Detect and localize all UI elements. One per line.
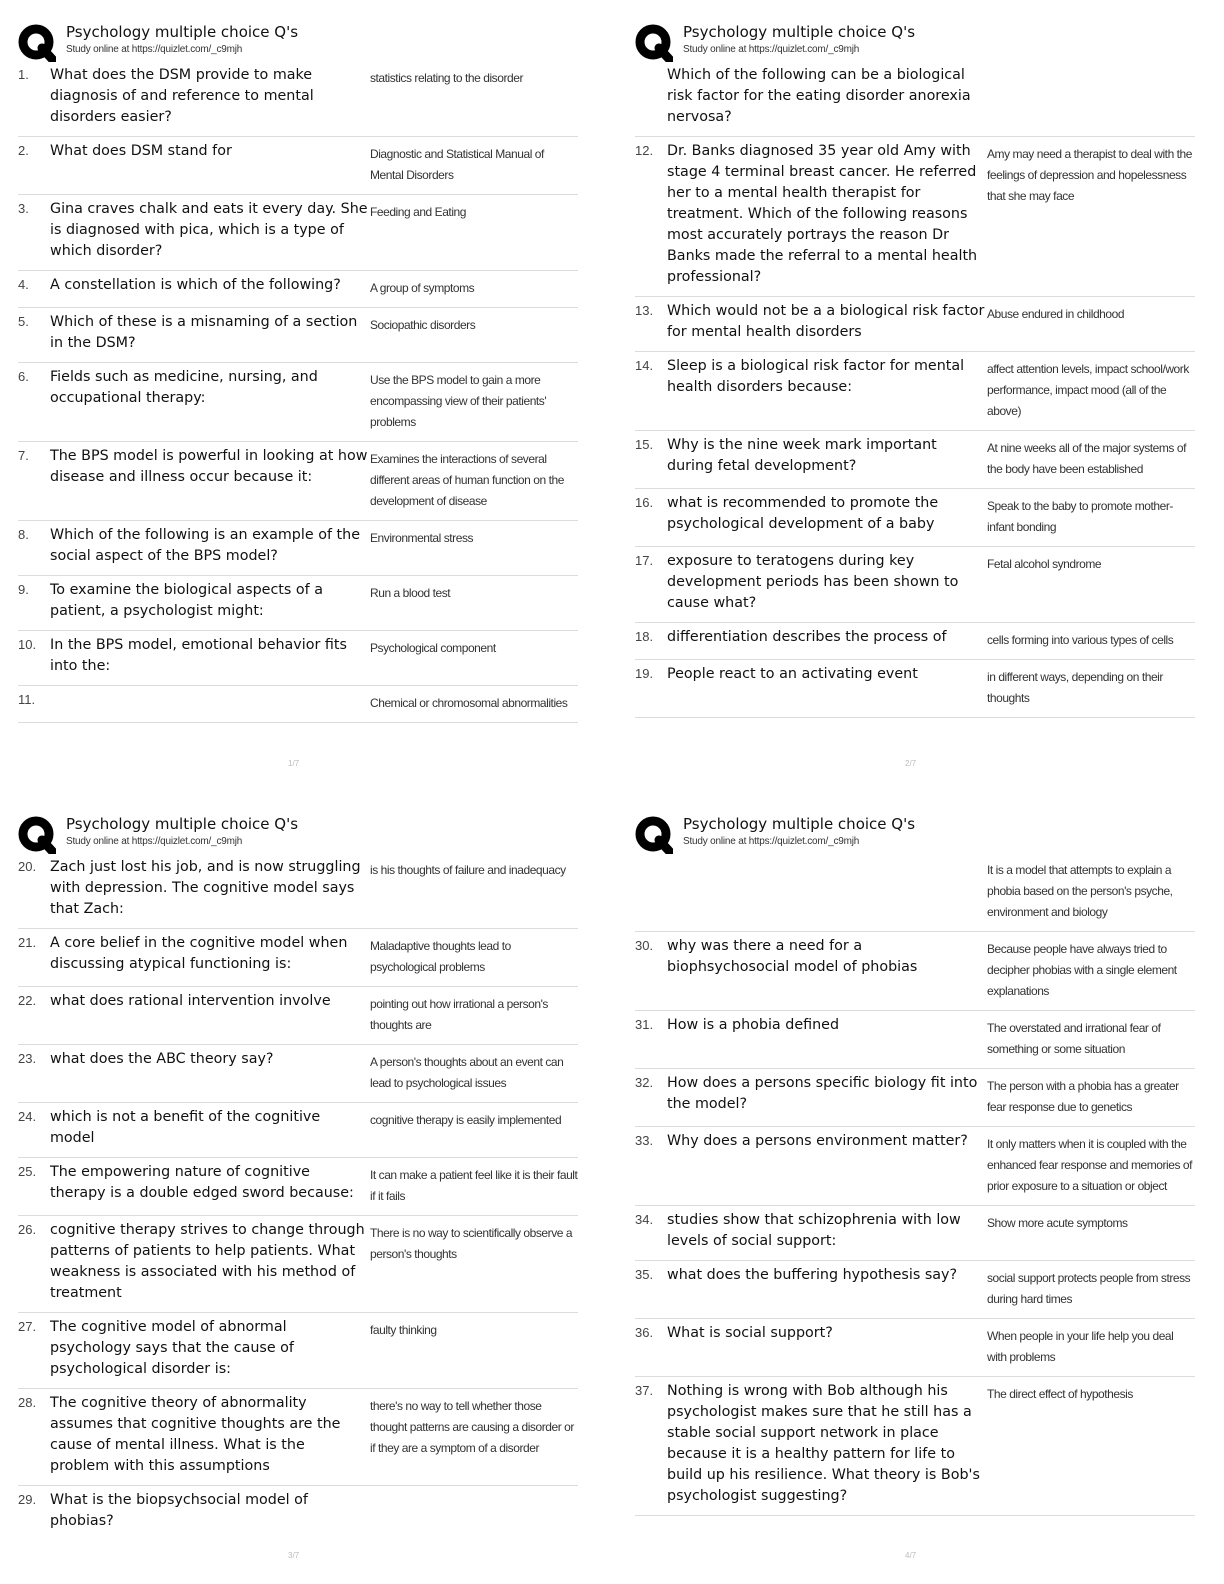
- card-number: 1.: [18, 67, 29, 82]
- card-row: [18, 521, 578, 576]
- card-number: 14.: [635, 358, 654, 373]
- card-answer: there's no way to tell whether those thought patterns are causing a disorder or if they are a symptom of a disorder: [370, 1399, 574, 1455]
- card-question: The empowering nature of cognitive therapy is a double edged sword because:: [50, 1164, 354, 1201]
- card-number: 19.: [635, 666, 654, 681]
- page-title: Psychology multiple choice Q's: [66, 815, 299, 833]
- page-header: [18, 22, 578, 62]
- card-row: [18, 1389, 578, 1486]
- card-row: [18, 271, 578, 308]
- page-number: 3/7: [288, 1551, 300, 1560]
- card-list: [18, 61, 578, 723]
- card-question: Gina craves chalk and eats it every day. She is diagnosed with pica, which is a type of which disorder?: [50, 201, 368, 259]
- card-answer: Feeding and Eating: [370, 205, 466, 219]
- page-number: 2/7: [905, 759, 917, 768]
- card-number: 7.: [18, 448, 29, 463]
- card-row: [635, 623, 1195, 660]
- card-answer: Because people have always tried to decipher phobias with a single element explanations: [987, 942, 1177, 998]
- card-row: [18, 1045, 578, 1103]
- card-question: differentiation describes the process of: [667, 629, 947, 645]
- card-row: [635, 1127, 1195, 1206]
- card-answer: When people in your life help you deal with problems: [987, 1329, 1174, 1364]
- card-answer: Sociopathic disorders: [370, 318, 476, 332]
- card-question: what does rational intervention involve: [50, 993, 331, 1009]
- card-number: 29.: [18, 1492, 37, 1507]
- card-question: What does the DSM provide to make diagnosis of and reference to mental disorders easier?: [50, 67, 314, 125]
- card-row: [635, 1319, 1195, 1377]
- card-answer: Diagnostic and Statistical Manual of Mental Disorders: [370, 147, 544, 182]
- card-number: 23.: [18, 1051, 37, 1066]
- card-question: [50, 690, 368, 714]
- card-question: In the BPS model, emotional behavior fits into the:: [50, 637, 347, 674]
- card-number: 32.: [635, 1075, 654, 1090]
- card-number: 8.: [18, 527, 29, 542]
- page-header: [18, 814, 578, 854]
- card-answer: At nine weeks all of the major systems of the body have been established: [987, 441, 1186, 476]
- page-4: [635, 792, 1211, 1564]
- study-online-link[interactable]: Study online at https://quizlet.com/_c9mjh: [683, 44, 860, 55]
- page-header: [635, 814, 1195, 854]
- card-question: Why is the nine week mark important during fetal development?: [667, 437, 937, 474]
- card-row: [635, 489, 1195, 547]
- card-question: Fields such as medicine, nursing, and occupational therapy:: [50, 369, 318, 406]
- card-number: 25.: [18, 1164, 37, 1179]
- card-answer: A person's thoughts about an event can lead to psychological issues: [370, 1055, 564, 1090]
- card-row: [635, 1011, 1195, 1069]
- card-row: [18, 1216, 578, 1313]
- study-online-link[interactable]: Study online at https://quizlet.com/_c9mjh: [683, 836, 860, 847]
- card-answer: The direct effect of hypothesis: [987, 1387, 1133, 1401]
- card-answer: It is a model that attempts to explain a phobia based on the person's psyche, environment and biology: [987, 863, 1173, 919]
- card-question: Nothing is wrong with Bob although his psychologist makes sure that he still has a stable social support network in place because it is a healthy pattern for life to build up his resilience. What theory is Bob's psychologist suggesting?: [667, 1383, 980, 1504]
- card-row: [635, 932, 1195, 1011]
- card-answer: A group of symptoms: [370, 281, 475, 295]
- quizlet-logo-icon: [635, 24, 673, 62]
- card-question: Sleep is a biological risk factor for mental health disorders because:: [667, 358, 965, 395]
- card-question: Which would not be a a biological risk factor for mental health disorders: [667, 303, 985, 340]
- card-row: [18, 442, 578, 521]
- card-answer: Amy may need a therapist to deal with the feelings of depression and hopelessness that she may face: [987, 147, 1193, 203]
- card-number: 36.: [635, 1325, 654, 1340]
- card-answer: [985, 65, 1195, 128]
- page-title: Psychology multiple choice Q's: [683, 23, 916, 41]
- card-question: Dr. Banks diagnosed 35 year old Amy with stage 4 terminal breast cancer. He referred her to a mental health therapist for treatment. Which of the following reasons most accurately portrays the reason Dr Banks made the referral to a mental health professional?: [667, 143, 978, 285]
- card-row: [18, 1486, 578, 1540]
- card-question: What does DSM stand for: [50, 143, 232, 159]
- card-answer: cells forming into various types of cells: [987, 633, 1174, 647]
- card-row: [635, 1377, 1195, 1516]
- page-number: 4/7: [905, 1551, 917, 1560]
- card-number: 37.: [635, 1383, 654, 1398]
- quizlet-logo-icon: [635, 816, 673, 854]
- card-row: [18, 363, 578, 442]
- card-row: [18, 987, 578, 1045]
- card-row: [635, 431, 1195, 489]
- card-number: 35.: [635, 1267, 654, 1282]
- card-question: what does the ABC theory say?: [50, 1051, 274, 1067]
- card-question: The cognitive model of abnormal psychology says that the cause of psychological disorder is:: [50, 1319, 294, 1377]
- study-online-link[interactable]: Study online at https://quizlet.com/_c9mjh: [66, 836, 243, 847]
- card-answer: Chemical or chromosomal abnormalities: [370, 696, 568, 710]
- card-answer: There is no way to scientifically observe a person's thoughts: [370, 1226, 573, 1261]
- card-question: A core belief in the cognitive model when discussing atypical functioning is:: [50, 935, 348, 972]
- card-question: exposure to teratogens during key development periods has been shown to cause what?: [667, 553, 959, 611]
- card-number: 30.: [635, 938, 654, 953]
- card-answer: affect attention levels, impact school/work performance, impact mood (all of the above): [987, 362, 1189, 418]
- card-number: 22.: [18, 993, 37, 1008]
- card-number: 13.: [635, 303, 654, 318]
- card-answer: Environmental stress: [370, 531, 474, 545]
- card-number: 9.: [18, 582, 29, 597]
- page-title: Psychology multiple choice Q's: [66, 23, 299, 41]
- card-answer: Use the BPS model to gain a more encompassing view of their patients' problems: [370, 373, 547, 429]
- card-answer: Show more acute symptoms: [987, 1216, 1128, 1230]
- card-number: 18.: [635, 629, 654, 644]
- card-number: 6.: [18, 369, 29, 384]
- card-row: [18, 195, 578, 271]
- card-number: 26.: [18, 1222, 37, 1237]
- card-question: what does the buffering hypothesis say?: [667, 1267, 958, 1283]
- card-number: 10.: [18, 637, 37, 652]
- card-number: 28.: [18, 1395, 37, 1410]
- card-number: 4.: [18, 277, 29, 292]
- card-number: 15.: [635, 437, 654, 452]
- card-answer: Speak to the baby to promote mother-infant bonding: [987, 499, 1173, 534]
- card-number: 34.: [635, 1212, 654, 1227]
- card-number: 16.: [635, 495, 654, 510]
- card-number: 24.: [18, 1109, 37, 1124]
- card-answer: in different ways, depending on their thoughts: [987, 670, 1163, 705]
- card-question: cognitive therapy strives to change through patterns of patients to help patients. What weakness is associated with his method of treatment: [50, 1222, 365, 1301]
- card-question: A constellation is which of the following?: [50, 277, 341, 293]
- page-title: Psychology multiple choice Q's: [683, 815, 916, 833]
- card-row: [635, 1261, 1195, 1319]
- card-question: What is the biopsychsocial model of phobias?: [50, 1492, 308, 1529]
- page-1: [18, 0, 594, 772]
- card-answer: Run a blood test: [370, 586, 451, 600]
- card-answer: It only matters when it is coupled with the enhanced fear response and memories of prior exposure to a situation or object: [987, 1137, 1193, 1193]
- card-row: [18, 631, 578, 686]
- card-question: Which of the following is an example of the social aspect of the BPS model?: [50, 527, 360, 564]
- card-answer: pointing out how irrational a person's thoughts are: [370, 997, 548, 1032]
- card-answer: The person with a phobia has a greater fear response due to genetics: [987, 1079, 1179, 1114]
- card-question: How does a persons specific biology fit into the model?: [667, 1075, 978, 1112]
- card-answer: is his thoughts of failure and inadequacy: [370, 863, 566, 877]
- card-row: [18, 308, 578, 363]
- card-answer: [368, 1490, 578, 1532]
- card-row: [18, 137, 578, 195]
- card-list: [635, 61, 1195, 718]
- study-online-link[interactable]: Study online at https://quizlet.com/_c9mjh: [66, 44, 243, 55]
- page-header: [635, 22, 1195, 62]
- card-question: Zach just lost his job, and is now struggling with depression. The cognitive model says that Zach:: [50, 859, 361, 917]
- card-question: studies show that schizophrenia with low levels of social support:: [667, 1212, 961, 1249]
- quizlet-logo-icon: [18, 24, 56, 62]
- card-answer: It can make a patient feel like it is their fault if it fails: [370, 1168, 578, 1203]
- card-row: [635, 547, 1195, 623]
- card-answer: cognitive therapy is easily implemented: [370, 1113, 562, 1127]
- card-number: 17.: [635, 553, 654, 568]
- card-number: 5.: [18, 314, 29, 329]
- card-row: [635, 853, 1195, 932]
- card-question: What is social support?: [667, 1325, 833, 1341]
- card-number: 12.: [635, 143, 654, 158]
- card-answer: The overstated and irrational fear of something or some situation: [987, 1021, 1161, 1056]
- card-number: 33.: [635, 1133, 654, 1148]
- card-row: [635, 297, 1195, 352]
- card-number: 3.: [18, 201, 29, 216]
- card-question: The BPS model is powerful in looking at how disease and illness occur because it:: [50, 448, 368, 485]
- card-answer: Fetal alcohol syndrome: [987, 557, 1102, 571]
- card-answer: faulty thinking: [370, 1323, 437, 1337]
- card-row: [18, 929, 578, 987]
- card-row: [18, 1103, 578, 1158]
- page-number: 1/7: [288, 759, 300, 768]
- card-number: 21.: [18, 935, 37, 950]
- page-3: [18, 792, 594, 1564]
- card-question: The cognitive theory of abnormality assumes that cognitive thoughts are the cause of mental illness. What is the problem with this assumptions: [50, 1395, 341, 1474]
- card-row: [635, 137, 1195, 297]
- card-question: [667, 857, 985, 923]
- card-question: why was there a need for a biophsychosocial model of phobias: [667, 938, 918, 975]
- card-answer: social support protects people from stress during hard times: [987, 1271, 1191, 1306]
- card-row: [18, 1158, 578, 1216]
- card-row: [635, 660, 1195, 718]
- card-question: How is a phobia defined: [667, 1017, 840, 1033]
- card-question: People react to an activating event: [667, 666, 918, 682]
- page-2: [635, 0, 1211, 772]
- card-row: [18, 61, 578, 137]
- card-number: 31.: [635, 1017, 654, 1032]
- quizlet-logo-icon: [18, 816, 56, 854]
- card-row: [635, 1069, 1195, 1127]
- card-question: Why does a persons environment matter?: [667, 1133, 968, 1149]
- card-list: [635, 853, 1195, 1516]
- card-list: [18, 853, 578, 1540]
- card-row: [18, 686, 578, 723]
- card-question: what is recommended to promote the psychological development of a baby: [667, 495, 939, 532]
- card-row: [635, 352, 1195, 431]
- card-row: [18, 576, 578, 631]
- card-row: [635, 61, 1195, 137]
- card-question: Which of these is a misnaming of a section in the DSM?: [50, 314, 358, 351]
- card-row: [635, 1206, 1195, 1261]
- card-question: To examine the biological aspects of a patient, a psychologist might:: [50, 582, 323, 619]
- card-answer: Examines the interactions of several different areas of human function on the development of disease: [370, 452, 564, 508]
- card-number: 11.: [18, 692, 36, 707]
- card-answer: Psychological component: [370, 641, 496, 655]
- card-answer: Maladaptive thoughts lead to psychological problems: [370, 939, 511, 974]
- card-number: 20.: [18, 859, 37, 874]
- card-number: 27.: [18, 1319, 37, 1334]
- card-number: 2.: [18, 143, 29, 158]
- card-row: [18, 853, 578, 929]
- card-question: which is not a benefit of the cognitive model: [50, 1109, 321, 1146]
- card-row: [18, 1313, 578, 1389]
- card-answer: statistics relating to the disorder: [370, 71, 523, 85]
- card-question: Which of the following can be a biological risk factor for the eating disorder anorexia nervosa?: [667, 67, 971, 125]
- card-answer: Abuse endured in childhood: [987, 307, 1125, 321]
